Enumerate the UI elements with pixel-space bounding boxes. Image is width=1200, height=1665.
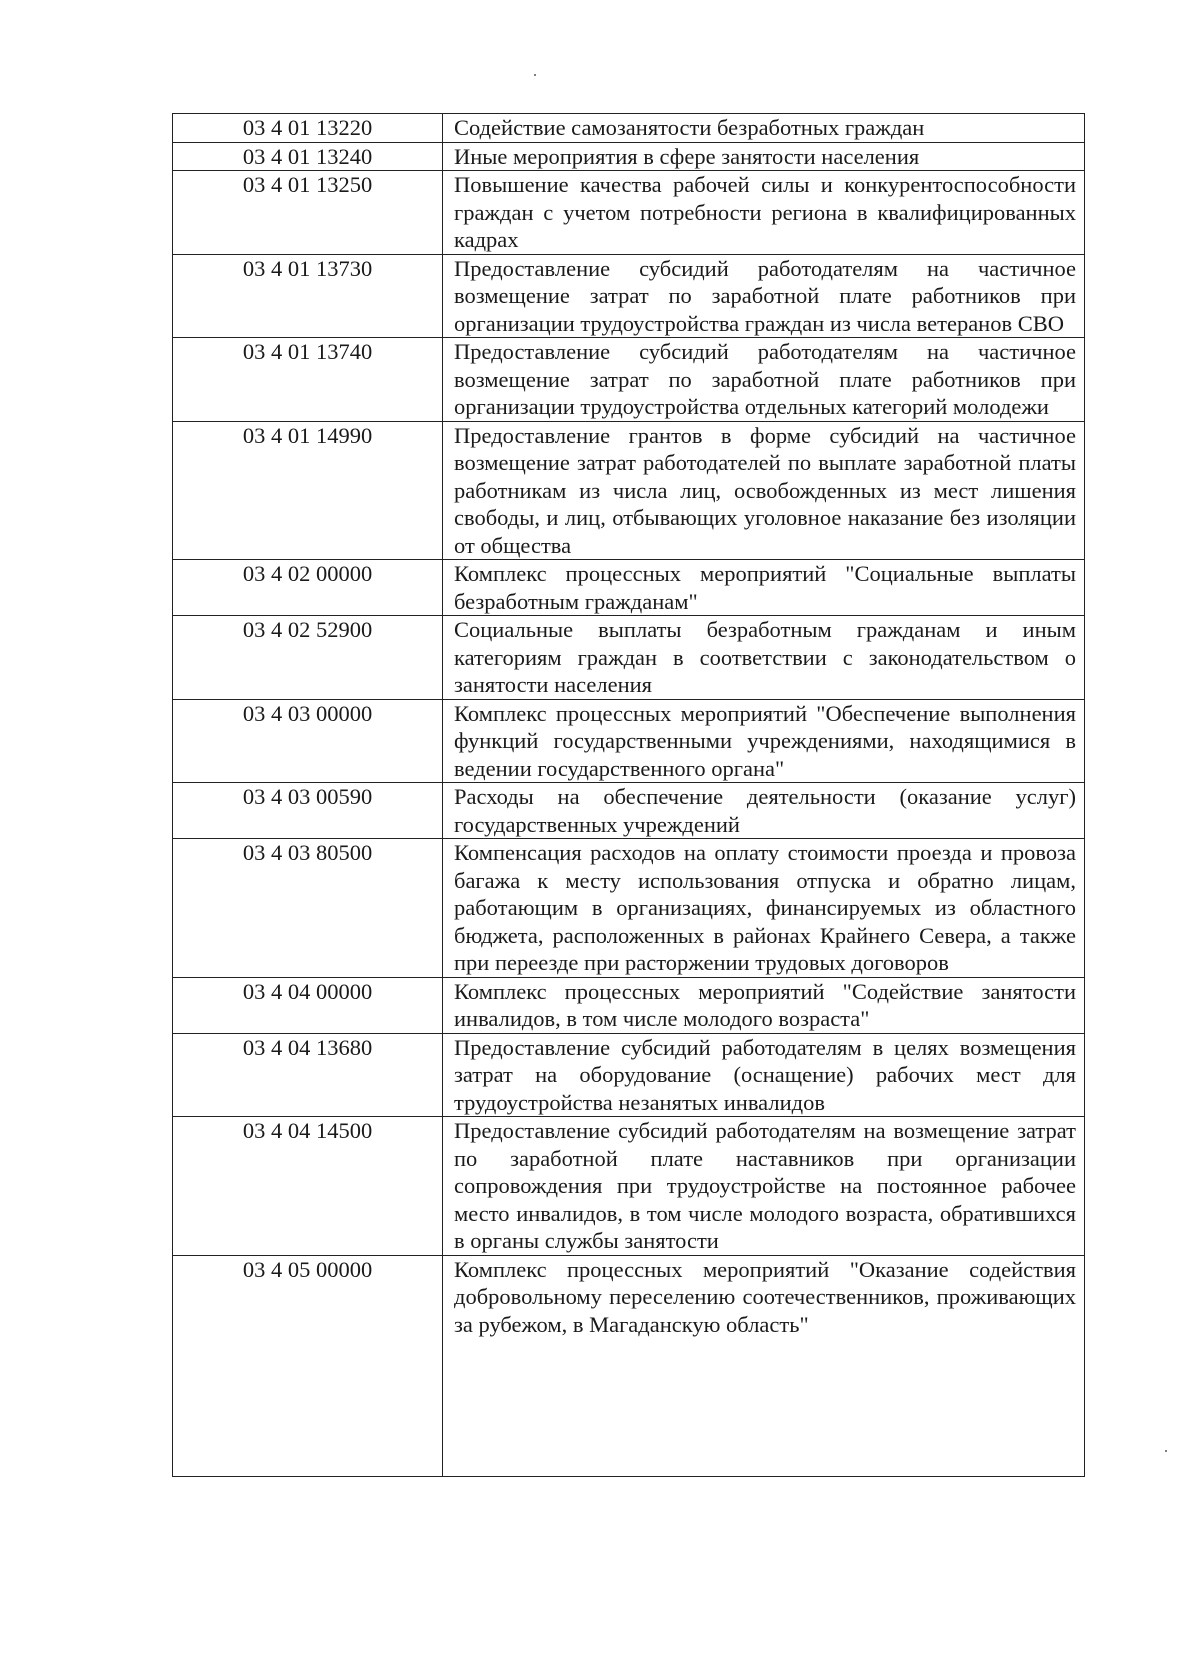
code-cell: 03 4 05 00000: [173, 1255, 443, 1476]
table-row: [173, 1255, 1085, 1476]
table-row: [173, 338, 1085, 422]
budget-codes-table: [172, 113, 1085, 1477]
table-row: [173, 421, 1085, 560]
code-cell: 03 4 02 00000: [173, 560, 443, 616]
scan-speck: [1165, 1450, 1167, 1452]
code-cell: 03 4 03 00000: [173, 699, 443, 783]
description-cell: Комплекс процессных мероприятий "Социальные выплаты безработным гражданам": [443, 560, 1085, 616]
code-cell: 03 4 03 00590: [173, 783, 443, 839]
code-cell: 03 4 04 13680: [173, 1033, 443, 1117]
description-cell: Комплекс процессных мероприятий "Содействие занятости инвалидов, в том числе молодого возраста": [443, 977, 1085, 1033]
description-cell: Повышение качества рабочей силы и конкурентоспособности граждан с учетом потребности региона в квалифицированных кадрах: [443, 171, 1085, 255]
description-cell: Комплекс процессных мероприятий "Оказание содействия добровольному переселению соотечественников, проживающих за рубежом, в Магаданскую область": [443, 1255, 1085, 1476]
table-row: [173, 1117, 1085, 1256]
description-cell: Предоставление субсидий работодателям на частичное возмещение затрат по заработной плате работников при организации трудоустройства отдельных категорий молодежи: [443, 338, 1085, 422]
code-cell: 03 4 01 13740: [173, 338, 443, 422]
table-row: [173, 142, 1085, 171]
scan-speck: [534, 74, 536, 76]
table-row: [173, 699, 1085, 783]
description-cell: Предоставление грантов в форме субсидий на частичное возмещение затрат работодателей по выплате заработной платы работникам из числа лиц, освобожденных из мест лишения свободы, и лиц, отбывающих уголовное наказание без изоляции от общества: [443, 421, 1085, 560]
description-cell: Социальные выплаты безработным гражданам и иным категориям граждан в соответствии с законодательством о занятости населения: [443, 616, 1085, 700]
description-cell: Предоставление субсидий работодателям в целях возмещения затрат на оборудование (оснащение) рабочих мест для трудоустройства незанятых инвалидов: [443, 1033, 1085, 1117]
code-cell: 03 4 04 00000: [173, 977, 443, 1033]
description-cell: Расходы на обеспечение деятельности (оказание услуг) государственных учреждений: [443, 783, 1085, 839]
code-cell: 03 4 02 52900: [173, 616, 443, 700]
code-cell: 03 4 03 80500: [173, 839, 443, 978]
table-row: [173, 839, 1085, 978]
code-cell: 03 4 01 13240: [173, 142, 443, 171]
table-row: [173, 114, 1085, 143]
table-row: [173, 783, 1085, 839]
table-row: [173, 1033, 1085, 1117]
code-cell: 03 4 04 14500: [173, 1117, 443, 1256]
description-cell: Содействие самозанятости безработных граждан: [443, 114, 1085, 143]
code-cell: 03 4 01 13730: [173, 254, 443, 338]
description-cell: Предоставление субсидий работодателям на возмещение затрат по заработной плате наставников при организации сопровождения при трудоустройстве на постоянное рабочее место инвалидов, в том числе молодого возраста, обратившихся в органы службы занятости: [443, 1117, 1085, 1256]
code-cell: 03 4 01 13250: [173, 171, 443, 255]
table-row: [173, 616, 1085, 700]
description-cell: Иные мероприятия в сфере занятости населения: [443, 142, 1085, 171]
table-row: [173, 560, 1085, 616]
code-cell: 03 4 01 13220: [173, 114, 443, 143]
description-cell: Комплекс процессных мероприятий "Обеспечение выполнения функций государственными учреждениями, находящимися в ведении государственного органа": [443, 699, 1085, 783]
description-cell: Компенсация расходов на оплату стоимости проезда и провоза багажа к месту использования отпуска и обратно лицам, работающим в организациях, финансируемых из областного бюджета, расположенных в районах Крайнего Севера, а также при переезде при расторжении трудовых договоров: [443, 839, 1085, 978]
table-row: [173, 254, 1085, 338]
code-cell: 03 4 01 14990: [173, 421, 443, 560]
table-row: [173, 977, 1085, 1033]
description-cell: Предоставление субсидий работодателям на частичное возмещение затрат по заработной плате работников при организации трудоустройства граждан из числа ветеранов СВО: [443, 254, 1085, 338]
table-row: [173, 171, 1085, 255]
